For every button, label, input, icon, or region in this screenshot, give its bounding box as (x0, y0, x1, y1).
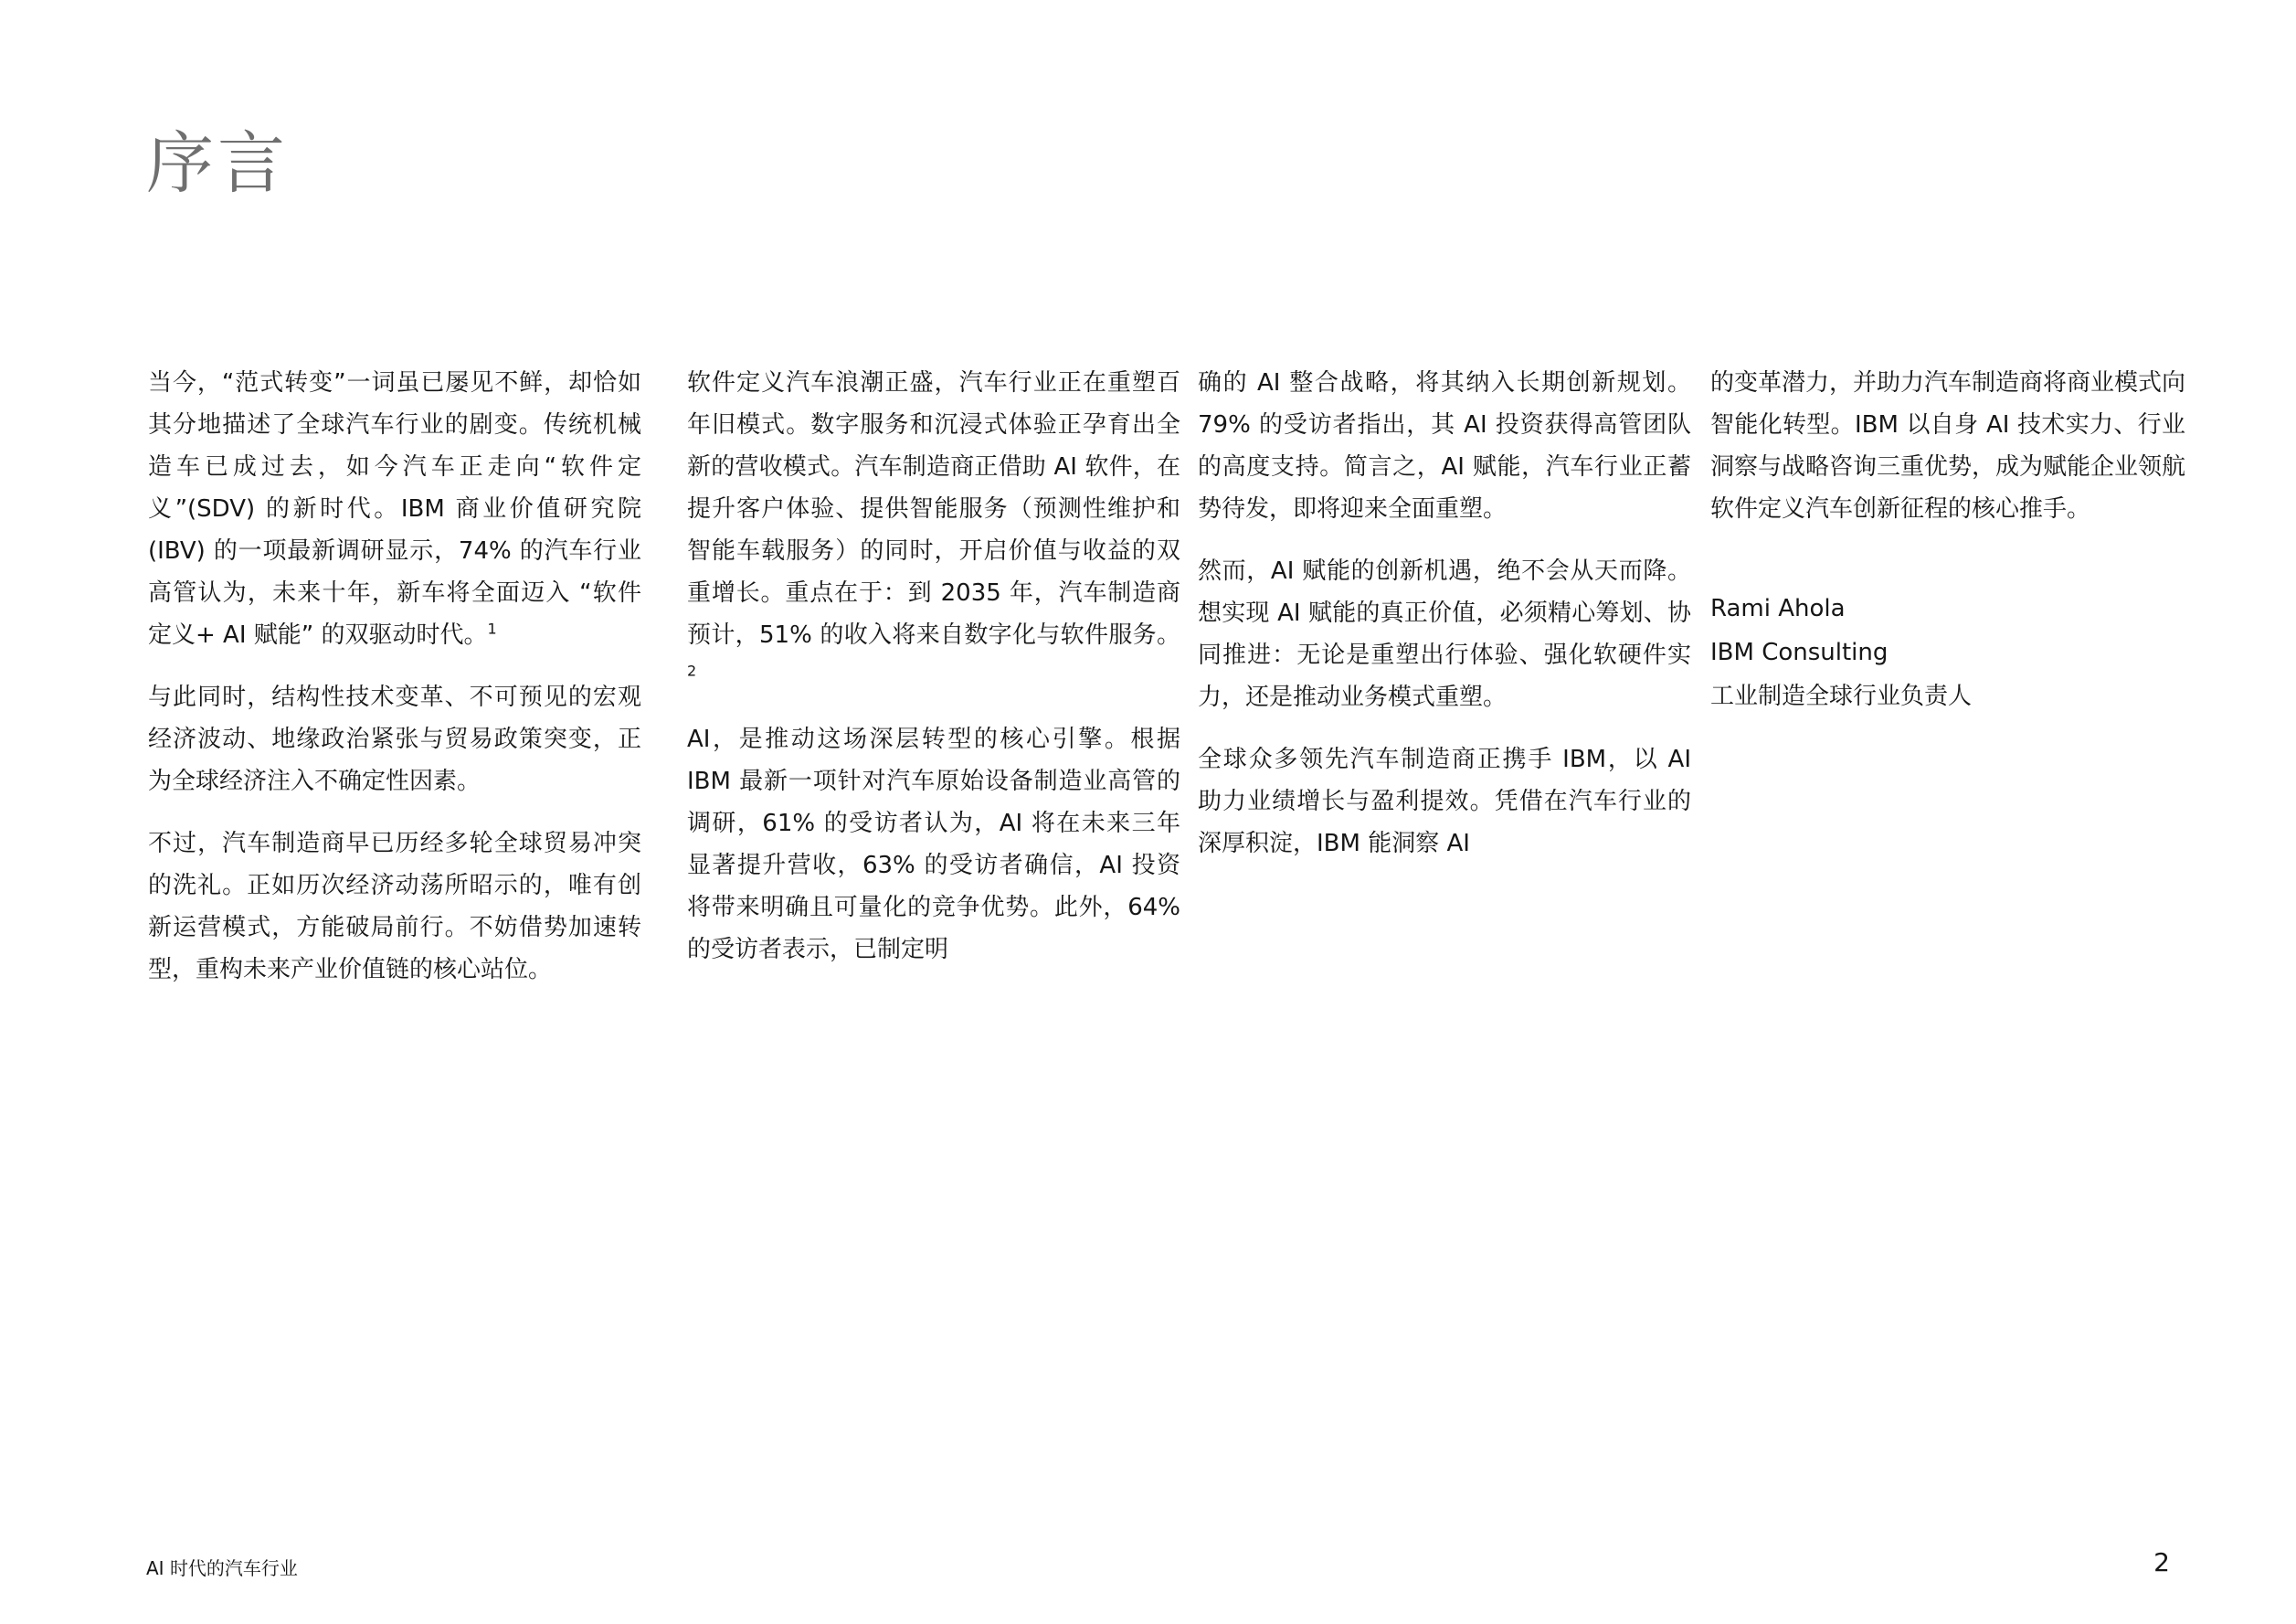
author-role: 工业制造全球行业负责人 (1710, 683, 1973, 710)
paragraph: 确的 AI 整合战略，将其纳入长期创新规划。79% 的受访者指出，其 AI 投资获得高管团队的高度支持。简言之，AI 赋能，汽车行业正蓄势待发，即将迎来全面重塑。 (1198, 369, 1691, 523)
author-name: Rami Ahola (1710, 595, 1846, 622)
author-signature (1710, 587, 2185, 718)
text-column-1 (148, 362, 641, 1011)
paragraph: 的变革潜力，并助力汽车制造商将商业模式向智能化转型。IBM 以自身 AI 技术实力、行业洞察与战略咨询三重优势，成为赋能企业领航软件定义汽车创新征程的核心推手。 (1710, 369, 2186, 523)
paragraph: 全球众多领先汽车制造商正携手 IBM，以 AI 助力业绩增长与盈利提效。凭借在汽车行业的深厚积淀，IBM 能洞察 AI (1198, 746, 1691, 857)
page-title: 序言 (146, 124, 289, 203)
paragraph: 不过，汽车制造商早已历经多轮全球贸易冲突的洗礼。正如历次经济动荡所昭示的，唯有创新运营模式，方能破局前行。不妨借势加速转型，重构未来产业价值链的核心站位。 (148, 830, 641, 983)
text-column-3 (1198, 362, 1691, 885)
footnote-ref[interactable]: 1 (487, 620, 497, 638)
paragraph: AI，是推动这场深层转型的核心引擎。根据 IBM 最新一项针对汽车原始设备制造业高管的调研，61% 的受访者认为，AI 将在未来三年显著提升营收，63% 的受访者确信，AI 投资将带来明确且可量化的竞争优势。此外，64% 的受访者表示，已制定明 (687, 726, 1180, 963)
text-column-4 (1710, 362, 2185, 718)
author-org: IBM Consulting (1710, 639, 1889, 666)
paragraph: 软件定义汽车浪潮正盛，汽车行业正在重塑百年旧模式。数字服务和沉浸式体验正孕育出全新的营收模式。汽车制造商正借助 AI 软件，在提升客户体验、提供智能服务（预测性维护和智能车载服务）的同时，开启价值与收益的双重增长。重点在于：到 2035 年，汽车制造商预计，51% 的收入将来自数字化与软件服务。$^2$ (687, 369, 1180, 680)
paragraph: 然而，AI 赋能的创新机遇，绝不会从天而降。想实现 AI 赋能的真正价值，必须精心筹划、协同推进：无论是重塑出行体验、强化软硬件实力，还是推动业务模式重塑。 (1198, 557, 1691, 711)
paragraph: 与此同时，结构性技术变革、不可预见的宏观经济波动、地缘政治紧张与贸易政策突变，正为全球经济注入不确定性因素。 (148, 684, 641, 795)
page-number: 2 (2153, 1547, 2170, 1577)
text-column-2 (687, 362, 1180, 991)
paragraph: 当今，“范式转变”一词虽已屡见不鲜，却恰如其分地描述了全球汽车行业的剧变。传统机械造车已成过去，如今汽车正走向“软件定义”(SDV) 的新时代。IBM 商业价值研究院 (IBV) 的一项最新调研显示，74% 的汽车行业高管认为，未来十年，新车将全面迈入 “软件定义+ AI 赋能” 的双驱动时代。$^1$ (148, 369, 641, 649)
footnote-ref[interactable]: 2 (687, 662, 697, 680)
footer-title: AI 时代的汽车行业 (146, 1557, 298, 1579)
